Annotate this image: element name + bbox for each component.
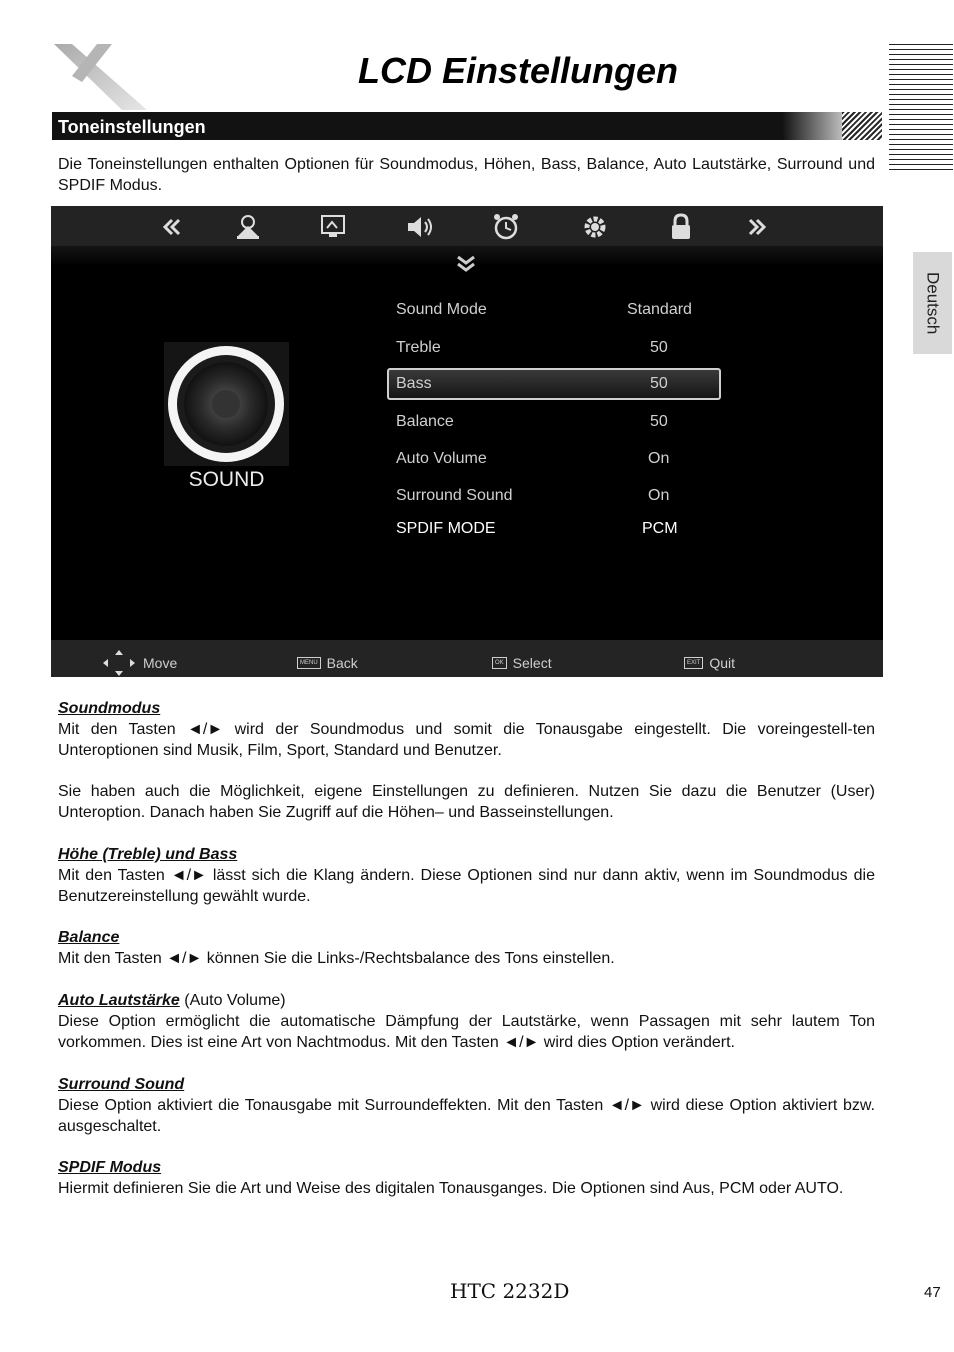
surround-block — [58, 1074, 875, 1137]
decorative-hatch — [842, 112, 882, 140]
help-quit-label: Quit — [709, 655, 736, 671]
menu-row-balance[interactable] — [387, 406, 721, 438]
page-title: LCD Einstellungen — [357, 50, 678, 91]
balance-heading: Balance — [58, 929, 120, 946]
menu-row-auto-volume[interactable] — [387, 443, 721, 475]
speaker-graphic — [164, 342, 289, 466]
menu-key: SPDIF MODE — [396, 520, 496, 537]
menu-value: On — [648, 450, 670, 467]
balance-block — [58, 927, 875, 969]
display-settings-icon — [317, 210, 351, 244]
help-quit — [684, 655, 735, 671]
surround-text: Diese Option aktiviert die Tonausgabe mit Surroundeffekten. Mit den Tasten ◄/► wird diese Option aktiviert bzw. ausgeschaltet. — [58, 1097, 875, 1135]
menu-value: 50 — [650, 413, 668, 430]
soundmodus-heading: Soundmodus — [58, 700, 161, 717]
menu-key: Surround Sound — [396, 487, 513, 504]
language-tab — [913, 252, 952, 354]
decorative-stripes — [889, 44, 953, 172]
double-right-arrow-icon — [741, 210, 775, 244]
auto-volume-block — [58, 990, 875, 1053]
auto-volume-text: Diese Option ermöglicht die automatische Dämpfung der Lautstärke, wenn Passagen mit sehr lautem Ton vorkommen. Dies ist eine Art von Nachtmodus. Mit den Tasten ◄/► wird dies Option verändert. — [58, 1013, 875, 1051]
chevron-down-icon — [451, 254, 481, 274]
menu-value: On — [648, 487, 670, 504]
menu-value: 50 — [650, 339, 668, 356]
menu-key: Auto Volume — [396, 450, 487, 467]
help-move — [101, 648, 177, 678]
spdif-heading: SPDIF Modus — [58, 1159, 162, 1176]
menu-value: 50 — [650, 375, 668, 392]
picture-settings-icon — [231, 210, 265, 244]
menu-value: Standard — [627, 301, 692, 318]
menu-key: Bass — [396, 375, 432, 392]
menu-row-sound-mode[interactable] — [387, 294, 721, 326]
soundmodus-text-2: Sie haben auch die Möglichkeit, eigene Einstellungen zu definieren. Nutzen Sie dazu die Benutzer (User) Unteroption. Danach haben Sie Zugriff auf die Höhen– und Basseinstellungen. — [58, 783, 875, 821]
help-back — [297, 655, 358, 671]
surround-heading: Surround Sound — [58, 1076, 185, 1093]
menu-value: PCM — [642, 520, 678, 537]
auto-volume-suffix: (Auto Volume) — [179, 992, 286, 1009]
language-label: Deutsch — [923, 271, 943, 335]
treble-heading: Höhe (Treble) und Bass — [58, 846, 238, 863]
speaker-icon — [403, 210, 437, 244]
menu-key: Treble — [396, 339, 441, 356]
gear-icon — [578, 210, 612, 244]
balance-text: Mit den Tasten ◄/► können Sie die Links-/Rechtsbalance des Tons einstellen. — [58, 950, 615, 967]
soundmodus-text: Mit den Tasten ◄/► wird der Soundmodus und somit die Tonausgabe eingestellt. Die voreingestell-ten Unteroptionen sind Musik, Film, Sport, Standard und Benutzer. — [58, 721, 875, 759]
spdif-text: Hiermit definieren Sie die Art und Weise des digitalen Tonausganges. Die Optionen sind Aus, PCM oder AUTO. — [58, 1180, 844, 1197]
spdif-block — [58, 1157, 875, 1199]
auto-volume-heading: Auto Lautstärke — [58, 992, 180, 1009]
menu-key: Sound Mode — [396, 301, 487, 318]
help-move-label: Move — [143, 655, 178, 671]
help-select — [492, 655, 552, 671]
section-title: Toneinstellungen — [58, 117, 206, 137]
sound-label: SOUND — [188, 468, 265, 491]
section-intro: Die Toneinstellungen enthalten Optionen für Soundmodus, Höhen, Bass, Balance, Auto Lautstärke, Surround und SPDIF Modus. — [58, 156, 875, 194]
double-left-arrow-icon — [154, 210, 188, 244]
menu-key-icon: MENU — [297, 657, 321, 669]
ok-key-icon: OK — [492, 657, 507, 669]
page-number: 47 — [924, 1284, 941, 1301]
exit-key-icon: EXIT — [684, 657, 703, 669]
treble-text: Mit den Tasten ◄/► lässt sich die Klang ändern. Diese Optionen sind nur dann aktiv, wenn im Soundmodus die Benutzereinstellung gewählt wurde. — [58, 867, 875, 905]
section-header-bar — [52, 112, 882, 140]
treble-block — [58, 844, 875, 907]
help-back-label: Back — [326, 655, 358, 671]
menu-row-treble[interactable] — [387, 332, 721, 364]
menu-row-bass[interactable] — [387, 368, 721, 400]
help-select-label: Select — [512, 655, 552, 671]
alarm-clock-icon — [489, 210, 523, 244]
arrow-keys-icon — [101, 648, 137, 678]
model-name: HTC 2232D — [450, 1279, 570, 1303]
menu-row-spdif-mode[interactable] — [387, 513, 721, 545]
tv-menu-screenshot — [51, 206, 883, 677]
soundmodus-block — [58, 698, 875, 761]
menu-key: Balance — [396, 413, 454, 430]
lock-icon — [664, 210, 698, 244]
menu-row-surround-sound[interactable] — [387, 480, 721, 512]
